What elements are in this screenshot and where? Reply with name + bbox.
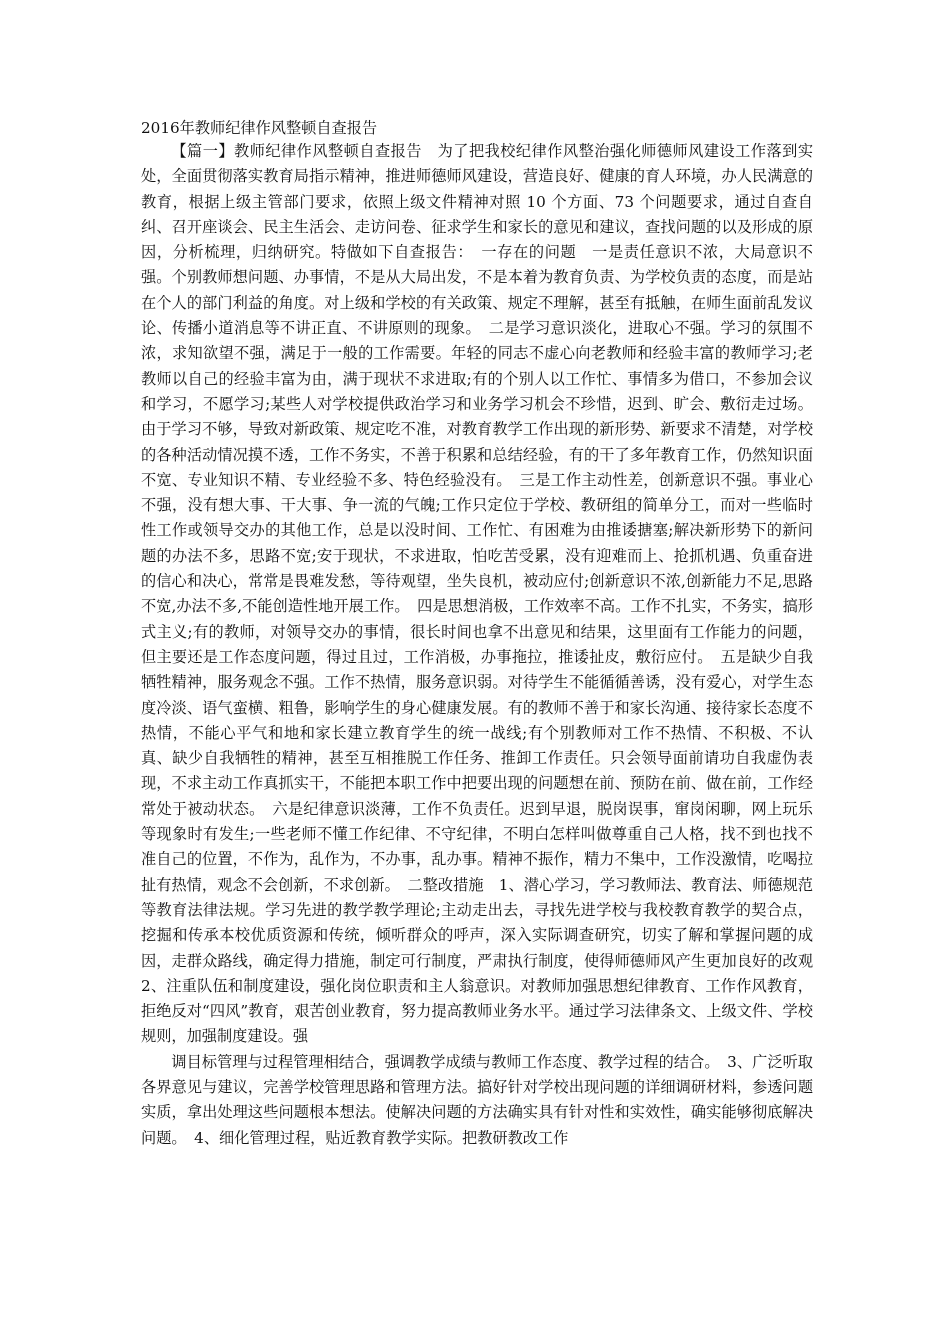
body-paragraph-2: 调目标管理与过程管理相结合，强调教学成绩与教师工作态度、教学过程的结合。 3、广泛听取各界意见与建议，完善学校管理思路和管理方法。搞好针对学校出现问题的详细调研材料，参透问题实质，拿出处理这些问题根本想法。使解决问题的方法确实具有针对性和实效性，确实能够彻底解决问题。 4、细化管理过程，贴近教育教学实际。把教研教改工作 <box>141 1052 813 1147</box>
document-title: 2016年教师纪律作风整顿自查报告 <box>141 119 378 137</box>
document-page <box>141 117 829 1151</box>
body-paragraph-1: 【篇一】教师纪律作风整顿自查报告 为了把我校纪律作风整治强化师德师风建设工作落到实处，全面贯彻落实教育局指示精神，推进师德师风建设，营造良好、健康的育人环境，办人民满意的教育，根据上级主管部门要求，依照上级文件精神对照 10 个方面、73 个问题要求，通过自查自纠、召开座谈会、民主生活会、走访问卷、征求学生和家长的意见和建议，查找问题的以及形成的原因，分析梳理，归纳研究。特做如下自查报告： 一存在的问题 一是责任意识不浓，大局意识不强。个别教师想问题、办事情，不是从大局出发，不是本着为教育负责、为学校负责的态度，而是站在个人的部门利益的角度。对上级和学校的有关政策、规定不理解，甚至有抵触，在师生面前乱发议论、传播小道消息等不讲正直、不讲原则的现象。 二是学习意识淡化，进取心不强。学习的氛围不浓，求知欲望不强，满足于一般的工作需要。年轻的同志不虚心向老教师和经验丰富的教师学习;老教师以自己的经验丰富为由，满于现状不求进取;有的个别人以工作忙、事情多为借口，不参加会议和学习，不愿学习;某些人对学校提供政治学习和业务学习机会不珍惜，迟到、旷会、敷衍走过场。由于学习不够，导致对新政策、规定吃不准，对教育教学工作出现的新形势、新要求不清楚，对学校的各种活动情况摸不透，工作不务实，不善于积累和总结经验，有的干了多年教育工作，仍然知识面不宽、专业知识不精、专业经验不多、特色经验没有。 三是工作主动性差，创新意识不强。事业心不强，没有想大事、干大事、争一流的气魄;工作只定位于学校、教研组的简单分工，而对一些临时性工作或领导交办的其他工作，总是以没时间、工作忙、有困难为由推诿搪塞;解决新形势下的新问题的办法不多，思路不宽;安于现状，不求进取，怕吃苦受累，没有迎难而上、抢抓机遇、负重奋进的信心和决心，常常是畏难发愁，等待观望，坐失良机，被动应付;创新意识不浓,创新能力不足,思路不宽,办法不多,不能创造性地开展工作。 四是思想消极，工作效率不高。工作不扎实，不务实，搞形式主义;有的教师，对领导交办的事情，很长时间也拿不出意见和结果，这里面有工作能力的问题，但主要还是工作态度问题，得过且过，工作消极，办事拖拉，推诿扯皮，敷衍应付。 五是缺少自我牺牲精神，服务观念不强。工作不热情，服务意识弱。对待学生不能循循善诱，没有爱心，对学生态度冷淡、语气蛮横、粗鲁，影响学生的身心健康发展。有的教师不善于和家长沟通、接待家长态度不热情，不能心平气和地和家长建立教育学生的统一战线;有个别教师对工作不热情、不积极、不认真、缺少自我牺牲的精神，甚至互相推脱工作任务、推卸工作责任。只会领导面前请功自我虚伪表现，不求主动工作真抓实干，不能把本职工作中把要出现的问题想在前、预防在前、做在前，工作经常处于被动状态。 六是纪律意识淡薄，工作不负责任。迟到早退，脱岗误事，窜岗闲聊，网上玩乐等现象时有发生;一些老师不懂工作纪律、不守纪律，不明白怎样叫做尊重自己人格，找不到也找不准自己的位置，不作为，乱作为，不办事，乱办事。精神不振作，精力不集中，工作没激情，吃喝拉扯有热情，观念不会创新，不求创新。 二整改措施 1、潜心学习，学习教师法、教育法、师德规范等教育法律法规。学习先进的教学教学理论;主动走出去，寻找先进学校与我校教育教学的契合点，挖掘和传承本校优质资源和传统，倾听群众的呼声，深入实际调查研究，切实了解和掌握问题的成因，走群众路线，确定得力措施，制定可行制度，严肃执行制度，使得师德师风产生更加良好的改观 2、注重队伍和制度建设，强化岗位职责和主人翁意识。对教师加强思想纪律教育、工作作风教育，拒绝反对“四风”教育，艰苦创业教育，努力提高教师业务水平。通过学习法律条文、上级文件、学校规则，加强制度建设。强 <box>141 142 829 1046</box>
